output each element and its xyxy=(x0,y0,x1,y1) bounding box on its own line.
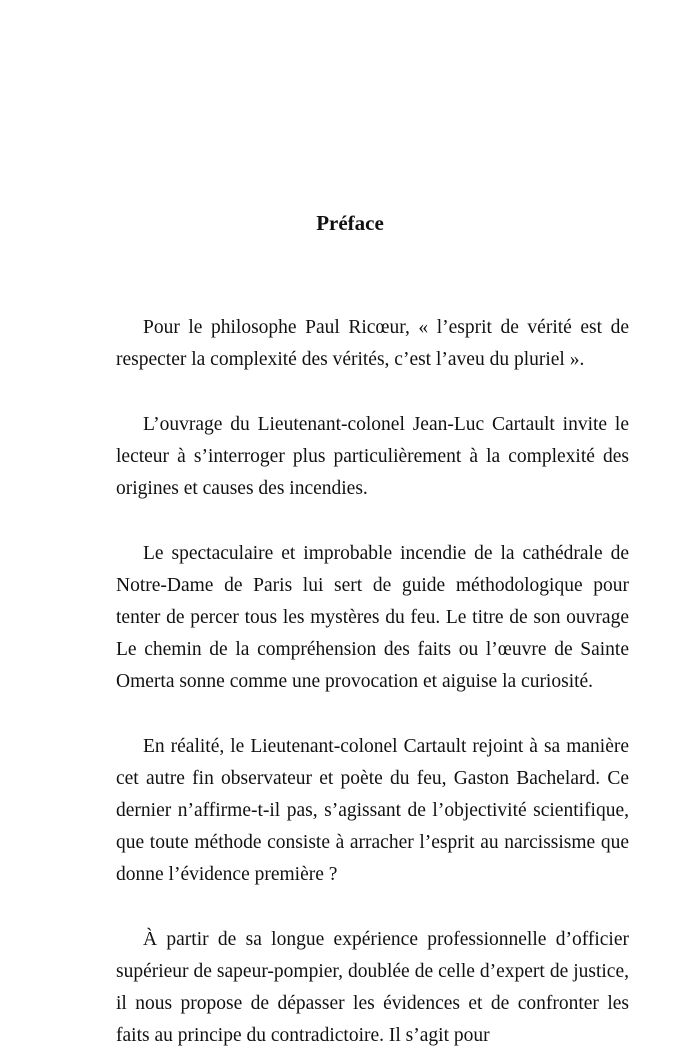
paragraph-5: À partir de sa longue expérience professionnelle d’officier supérieur de sapeur-pompier, doublée de celle d’expert de justice, il nous propose de dépasser les évidences et de confronter les faits au principe du contradictoire. Il s’agit pour xyxy=(116,929,629,1046)
paragraph-1: Pour le philosophe Paul Ricœur, « l’esprit de vérité est de respecter la complexité des vérités, c’est l’aveu du pluriel ». xyxy=(116,317,629,370)
paragraph-3: Le spectaculaire et improbable incendie de la cathédrale de Notre-Dame de Paris lui sert de guide méthodologique pour tenter de percer tous les mystères du feu. Le titre de son ouvrage Le chemin de la compréhension des faits ou l’œuvre de Sainte Omerta sonne comme une provocation et aiguise la curiosité. xyxy=(116,543,629,692)
paragraph-4: En réalité, le Lieutenant-colonel Cartault rejoint à sa manière cet autre fin observateur et poète du feu, Gaston Bachelard. Ce dernier n’affirme-t-il pas, s’agissant de l’objectivité scientifique, que toute méthode consiste à arracher l’esprit au narcissisme que donne l’évidence première ? xyxy=(116,736,629,885)
document-body xyxy=(116,312,629,1052)
paragraph-2: L’ouvrage du Lieutenant-colonel Jean-Luc Cartault invite le lecteur à s’interroger plus particulièrement à la complexité des origines et causes des incendies. xyxy=(116,414,629,499)
page-title: Préface xyxy=(316,211,384,235)
